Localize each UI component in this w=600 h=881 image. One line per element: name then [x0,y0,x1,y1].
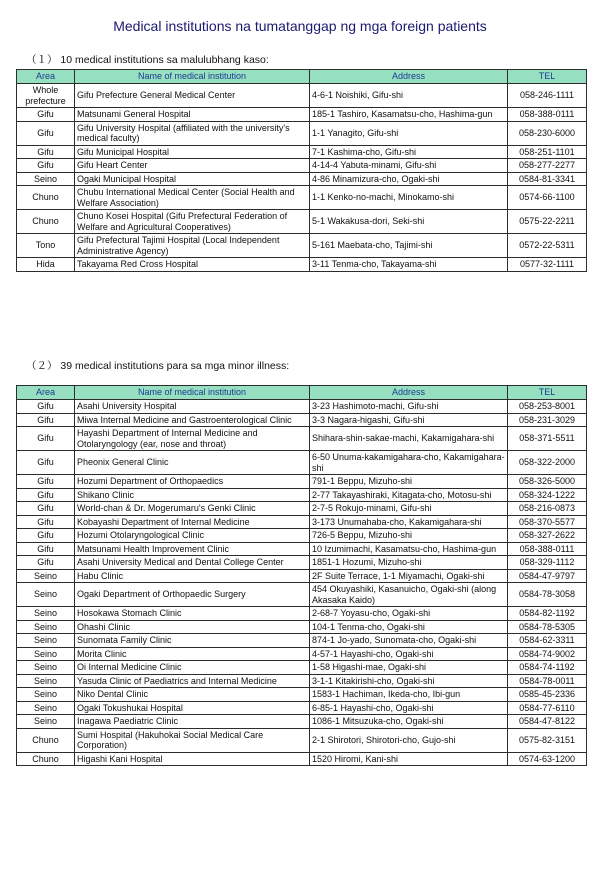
cell-name: Higashi Kani Hospital [75,752,310,766]
cell-tel: 058-251-1101 [508,145,587,159]
cell-tel: 0584-78-5305 [508,620,587,634]
cell-tel: 058-322-2000 [508,451,587,475]
header-name: Name of medical institution [75,386,310,400]
table-row [17,529,587,543]
table-header-row [17,70,587,84]
table-row [17,556,587,570]
cell-address: 2-7-5 Rokujo-minami, Gifu-shi [310,502,508,516]
cell-area: Gifu [17,108,75,122]
cell-area: Chuno [17,210,75,234]
cell-name: Ogaki Department of Orthopaedic Surgery [75,583,310,607]
cell-tel: 058-371-5511 [508,427,587,451]
table-row [17,607,587,621]
header-area: Area [17,386,75,400]
table-row [17,145,587,159]
cell-tel: 0584-81-3341 [508,172,587,186]
cell-name: Gifu Municipal Hospital [75,145,310,159]
cell-name: Oi Internal Medicine Clinic [75,661,310,675]
cell-name: Ogaki Tokushukai Hospital [75,701,310,715]
table-row [17,475,587,489]
cell-area: Gifu [17,488,75,502]
cell-area: Gifu [17,121,75,145]
minor-illness-table [16,385,587,766]
cell-address: 3-1-1 Kitakirishi-cho, Ogaki-shi [310,674,508,688]
cell-address: 2-68-7 Yoyasu-cho, Ogaki-shi [310,607,508,621]
table-row [17,488,587,502]
table-row [17,502,587,516]
cell-tel: 0585-45-2336 [508,688,587,702]
table-row [17,620,587,634]
cell-area: Gifu [17,542,75,556]
cell-address: 7-1 Kashima-cho, Gifu-shi [310,145,508,159]
cell-area: Seino [17,688,75,702]
cell-area: Gifu [17,515,75,529]
cell-name: Takayama Red Cross Hospital [75,258,310,272]
cell-tel: 0584-74-9002 [508,647,587,661]
cell-address: 1583-1 Hachiman, Ikeda-cho, Ibi-gun [310,688,508,702]
cell-address: 454 Okuyashiki, Kasanuicho, Ogaki-shi (along Akasaka Kaido) [310,583,508,607]
table-header-row [17,386,587,400]
cell-tel: 058-230-6000 [508,121,587,145]
cell-tel: 0584-74-1192 [508,661,587,675]
cell-area: Seino [17,701,75,715]
cell-tel: 0574-63-1200 [508,752,587,766]
table-row [17,413,587,427]
cell-name: Hozumi Department of Orthopaedics [75,475,310,489]
cell-address: 2F Suite Terrace, 1-1 Miyamachi, Ogaki-shi [310,569,508,583]
cell-area: Gifu [17,145,75,159]
cell-tel: 058-231-3029 [508,413,587,427]
cell-address: 874-1 Jo-yado, Sunomata-cho, Ogaki-shi [310,634,508,648]
table-row [17,186,587,210]
cell-area: Seino [17,661,75,675]
table-row [17,715,587,729]
cell-address: 2-77 Takayashiraki, Kitagata-cho, Motosu-shi [310,488,508,502]
table-row [17,159,587,173]
cell-area: Gifu [17,556,75,570]
cell-area: Seino [17,172,75,186]
header-tel: TEL [508,70,587,84]
table-row [17,515,587,529]
section-heading-minor: （２） 39 medical institutions para sa mga minor illness: [26,360,290,372]
cell-name: Matsunami General Hospital [75,108,310,122]
cell-name: Chuno Kosei Hospital (Gifu Prefectural Federation of Welfare and Agricultural Cooperatives) [75,210,310,234]
cell-address: 4-86 Minamizura-cho, Ogaki-shi [310,172,508,186]
table-row [17,172,587,186]
cell-address: Shihara-shin-sakae-machi, Kakamigahara-shi [310,427,508,451]
cell-tel: 0584-62-3311 [508,634,587,648]
cell-address: 1520 Hiromi, Kani-shi [310,752,508,766]
cell-address: 1-1 Yanagito, Gifu-shi [310,121,508,145]
table-row [17,210,587,234]
cell-name: Gifu Prefectural Tajimi Hospital (Local Independent Administrative Agency) [75,234,310,258]
cell-name: Asahi University Hospital [75,400,310,414]
cell-area: Gifu [17,159,75,173]
cell-tel: 0584-78-0011 [508,674,587,688]
cell-name: Chubu International Medical Center (Social Health and Welfare Association) [75,186,310,210]
cell-tel: 0584-77-6110 [508,701,587,715]
header-address: Address [310,386,508,400]
cell-name: Ogaki Municipal Hospital [75,172,310,186]
table-row [17,752,587,766]
table-row [17,634,587,648]
table-row [17,451,587,475]
cell-address: 3-173 Unumahaba-cho, Kakamigahara-shi [310,515,508,529]
cell-tel: 0577-32-1111 [508,258,587,272]
cell-name: Gifu Heart Center [75,159,310,173]
table-row [17,542,587,556]
cell-name: Sunomata Family Clinic [75,634,310,648]
cell-address: 6-50 Unuma-kakamigahara-cho, Kakamigahara-shi [310,451,508,475]
table-row [17,234,587,258]
cell-area: Chuno [17,728,75,752]
cell-tel: 058-216-0873 [508,502,587,516]
cell-address: 104-1 Tenma-cho, Ogaki-shi [310,620,508,634]
table-row [17,569,587,583]
cell-area: Seino [17,674,75,688]
cell-name: Yasuda Clinic of Paediatrics and Internal Medicine [75,674,310,688]
header-area: Area [17,70,75,84]
header-address: Address [310,70,508,84]
page-title: Medical institutions na tumatanggap ng mga foreign patients [113,18,487,34]
cell-address: 3-23 Hashimoto-machi, Gifu-shi [310,400,508,414]
cell-tel: 0584-47-8122 [508,715,587,729]
cell-tel: 058-370-5577 [508,515,587,529]
cell-address: 1086-1 Mitsuzuka-cho, Ogaki-shi [310,715,508,729]
cell-area: Seino [17,715,75,729]
cell-area: Gifu [17,475,75,489]
cell-area: Gifu [17,529,75,543]
cell-name: Habu Clinic [75,569,310,583]
cell-tel: 058-388-0111 [508,108,587,122]
cell-name: World-chan & Dr. Mogerumaru's Genki Clinic [75,502,310,516]
cell-name: Niko Dental Clinic [75,688,310,702]
cell-area: Seino [17,607,75,621]
cell-tel: 058-329-1112 [508,556,587,570]
cell-address: 1-58 Higashi-mae, Ogaki-shi [310,661,508,675]
cell-address: 4-57-1 Hayashi-cho, Ogaki-shi [310,647,508,661]
cell-name: Asahi University Medical and Dental College Center [75,556,310,570]
cell-area: Seino [17,569,75,583]
cell-address: 4-6-1 Noishiki, Gifu-shi [310,84,508,108]
cell-name: Shikano Clinic [75,488,310,502]
cell-address: 2-1 Shirotori, Shirotori-cho, Gujo-shi [310,728,508,752]
table-row [17,121,587,145]
table-row [17,647,587,661]
cell-name: Hayashi Department of Internal Medicine and Otolaryngology (ear, nose and throat) [75,427,310,451]
cell-tel: 0572-22-5311 [508,234,587,258]
cell-tel: 0584-47-9797 [508,569,587,583]
cell-name: Kobayashi Department of Internal Medicine [75,515,310,529]
cell-tel: 058-388-0111 [508,542,587,556]
cell-tel: 058-326-5000 [508,475,587,489]
cell-address: 185-1 Tashiro, Kasamatsu-cho, Hashima-gun [310,108,508,122]
cell-tel: 0575-82-3151 [508,728,587,752]
cell-area: Whole prefecture [17,84,75,108]
cell-area: Gifu [17,451,75,475]
cell-name: Inagawa Paediatric Clinic [75,715,310,729]
cell-area: Gifu [17,427,75,451]
table-row [17,400,587,414]
cell-tel: 058-324-1222 [508,488,587,502]
cell-name: Miwa Internal Medicine and Gastroenterological Clinic [75,413,310,427]
cell-name: Pheonix General Clinic [75,451,310,475]
cell-address: 5-161 Maebata-cho, Tajimi-shi [310,234,508,258]
cell-address: 791-1 Beppu, Mizuho-shi [310,475,508,489]
cell-address: 4-14-4 Yabuta-minami, Gifu-shi [310,159,508,173]
cell-name: Gifu University Hospital (affiliated with the university's medical faculty) [75,121,310,145]
cell-tel: 0584-82-1192 [508,607,587,621]
section-heading-severe: （１） 10 medical institutions sa malulubhang kaso: [26,54,269,66]
table-row [17,427,587,451]
cell-address: 726-5 Beppu, Mizuho-shi [310,529,508,543]
header-name: Name of medical institution [75,70,310,84]
cell-tel: 0584-78-3058 [508,583,587,607]
table-row [17,258,587,272]
cell-area: Chuno [17,186,75,210]
cell-area: Chuno [17,752,75,766]
cell-tel: 0574-66-1100 [508,186,587,210]
cell-name: Sumi Hospital (Hakuhokai Social Medical Care Corporation) [75,728,310,752]
cell-area: Gifu [17,502,75,516]
cell-name: Matsunami Health Improvement Clinic [75,542,310,556]
cell-area: Seino [17,620,75,634]
cell-name: Hosokawa Stomach Clinic [75,607,310,621]
table-row [17,84,587,108]
cell-address: 1-1 Kenko-no-machi, Minokamo-shi [310,186,508,210]
cell-address: 1851-1 Hozumi, Mizuho-shi [310,556,508,570]
header-tel: TEL [508,386,587,400]
table-row [17,728,587,752]
cell-address: 10 Izumimachi, Kasamatsu-cho, Hashima-gun [310,542,508,556]
table-row [17,701,587,715]
cell-name: Gifu Prefecture General Medical Center [75,84,310,108]
table-row [17,108,587,122]
cell-area: Seino [17,583,75,607]
severe-cases-table [16,69,587,272]
cell-address: 6-85-1 Hayashi-cho, Ogaki-shi [310,701,508,715]
cell-area: Tono [17,234,75,258]
cell-address: 5-1 Wakakusa-dori, Seki-shi [310,210,508,234]
cell-address: 3-11 Tenma-cho, Takayama-shi [310,258,508,272]
cell-area: Gifu [17,400,75,414]
cell-tel: 058-277-2277 [508,159,587,173]
table-row [17,661,587,675]
cell-name: Morita Clinic [75,647,310,661]
cell-name: Hozumi Otolaryngological Clinic [75,529,310,543]
cell-area: Seino [17,647,75,661]
table-row [17,583,587,607]
cell-area: Seino [17,634,75,648]
cell-address: 3-3 Nagara-higashi, Gifu-shi [310,413,508,427]
cell-tel: 058-253-8001 [508,400,587,414]
cell-tel: 0575-22-2211 [508,210,587,234]
table-row [17,674,587,688]
cell-name: Ohashi Clinic [75,620,310,634]
cell-tel: 058-246-1111 [508,84,587,108]
cell-area: Hida [17,258,75,272]
cell-tel: 058-327-2622 [508,529,587,543]
cell-area: Gifu [17,413,75,427]
table-row [17,688,587,702]
